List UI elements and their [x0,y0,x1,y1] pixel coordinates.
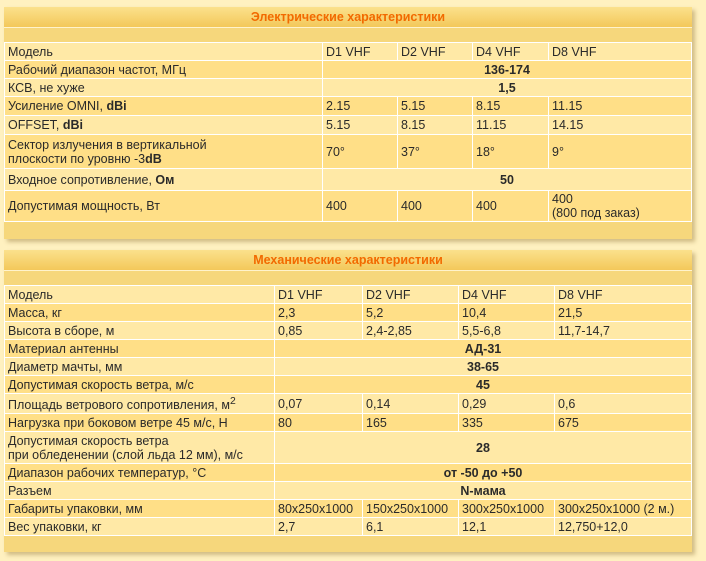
value-cell [549,191,692,222]
table-row [5,135,692,169]
value-cell: 165 [363,414,459,432]
mechanical-table [4,285,692,536]
merged-value: 38-65 [275,358,692,376]
header-cell: D8 VHF [549,43,692,61]
table-row [5,358,692,376]
mechanical-spacer [4,270,692,285]
value-cell: 12,750+12,0 [555,518,692,536]
merged-value: 45 [275,376,692,394]
table-row [5,61,692,79]
electrical-panel [4,7,692,239]
merged-value: 28 [275,432,692,464]
value-cell: 400 [473,191,549,222]
value-cell: 80x250x1000 [275,500,363,518]
header-cell: D2 VHF [398,43,473,61]
value-cell: 2,3 [275,304,363,322]
value-cell: 5,5-6,8 [459,322,555,340]
row-label: Масса, кг [5,304,275,322]
value-cell: 10,4 [459,304,555,322]
value-cell: 6,1 [363,518,459,536]
value-cell: 400 [323,191,398,222]
label-line: при обледенении (слой льда 12 мм), м/с [8,447,243,462]
value-cell: 400 [398,191,473,222]
table-row [5,376,692,394]
table-row [5,304,692,322]
table-row [5,79,692,97]
value-cell: 0,07 [275,394,363,414]
row-label: Вес упаковки, кг [5,518,275,536]
value-cell: 0,14 [363,394,459,414]
label-sup: 2 [229,395,236,407]
value-cell: 0,6 [555,394,692,414]
table-row [5,169,692,191]
value-cell: 5.15 [398,97,473,116]
label-unit: dBi [62,118,84,132]
header-cell: Модель [5,286,275,304]
value-cell: 300x250x1000 [459,500,555,518]
value-cell: 9° [549,135,692,169]
row-label: Материал антенны [5,340,275,358]
value-cell: 150x250x1000 [363,500,459,518]
value-line: 400 [552,192,573,206]
row-label: Допустимая скорость ветра, м/с [5,376,275,394]
value-cell: 300x250x1000 (2 м.) [555,500,692,518]
table-row [5,500,692,518]
row-label [5,97,323,116]
value-cell: 80 [275,414,363,432]
row-label [5,169,323,191]
table-row [5,518,692,536]
label-line: Сектор излучения в вертикальной [8,137,207,152]
label-line: плоскости по уровню -3 [8,151,146,166]
table-row [5,191,692,222]
row-label: Нагрузка при боковом ветре 45 м/с, Н [5,414,275,432]
merged-value: 50 [323,169,692,191]
value-cell: 675 [555,414,692,432]
electrical-title: Электрические характеристики [4,7,692,27]
mechanical-panel [4,250,692,552]
value-cell: 8.15 [473,97,549,116]
electrical-table [4,42,692,222]
row-label: Рабочий диапазон частот, МГц [5,61,323,79]
header-cell: D1 VHF [275,286,363,304]
value-cell: 0,85 [275,322,363,340]
header-cell: D8 VHF [555,286,692,304]
row-label: Допустимая мощность, Вт [5,191,323,222]
merged-value: N-мама [275,482,692,500]
table-row [5,340,692,358]
value-cell: 5,2 [363,304,459,322]
value-cell: 21,5 [555,304,692,322]
merged-value: АД-31 [275,340,692,358]
table-row [5,394,692,414]
value-cell: 70° [323,135,398,169]
label-text: Усиление OMNI, [8,99,107,113]
value-cell: 11.15 [549,97,692,116]
table-row [5,432,692,464]
row-label: Габариты упаковки, мм [5,500,275,518]
value-cell: 8.15 [398,116,473,135]
row-label [5,116,323,135]
label-text: Входное сопротивление, [8,172,156,187]
label-unit: Ом [155,172,175,187]
merged-value: 1,5 [323,79,692,97]
value-line: (800 под заказ) [552,206,640,220]
row-label: КСВ, не хуже [5,79,323,97]
merged-value: от -50 до +50 [275,464,692,482]
value-cell: 18° [473,135,549,169]
label-unit: dBi [106,99,127,113]
table-row [5,482,692,500]
row-label: Диапазон рабочих температур, °С [5,464,275,482]
value-cell: 37° [398,135,473,169]
table-row [5,414,692,432]
value-cell: 12,1 [459,518,555,536]
merged-value: 136-174 [323,61,692,79]
value-cell: 2,7 [275,518,363,536]
header-cell: D2 VHF [363,286,459,304]
table-row [5,43,692,61]
value-cell: 5.15 [323,116,398,135]
value-cell: 14.15 [549,116,692,135]
header-cell: Модель [5,43,323,61]
table-row [5,116,692,135]
header-cell: D4 VHF [459,286,555,304]
label-text: Площадь ветрового сопротивления, м [8,398,230,413]
row-label: Высота в сборе, м [5,322,275,340]
table-row [5,286,692,304]
table-row [5,464,692,482]
electrical-spacer [4,27,692,42]
table-row [5,322,692,340]
label-line: Допустимая скорость ветра [8,433,169,448]
header-cell: D4 VHF [473,43,549,61]
value-cell: 11.15 [473,116,549,135]
value-cell: 2.15 [323,97,398,116]
row-label [5,432,275,464]
row-label: Диаметр мачты, мм [5,358,275,376]
value-cell: 2,4-2,85 [363,322,459,340]
row-label [5,135,323,169]
label-text: OFFSET, [8,118,63,132]
label-unit: dB [145,151,162,166]
value-cell: 11,7-14,7 [555,322,692,340]
row-label: Разъем [5,482,275,500]
row-label [5,394,275,414]
mechanical-title: Механические характеристики [4,250,692,270]
header-cell: D1 VHF [323,43,398,61]
value-cell: 335 [459,414,555,432]
value-cell: 0,29 [459,394,555,414]
table-row [5,97,692,116]
